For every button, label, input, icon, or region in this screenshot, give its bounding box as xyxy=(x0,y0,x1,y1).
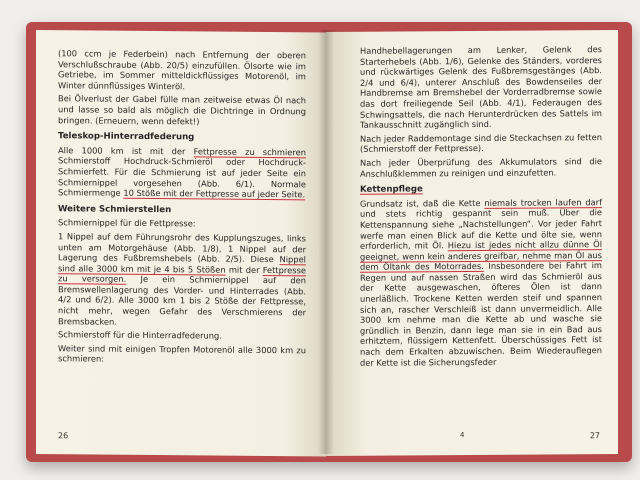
book-gutter xyxy=(318,30,334,454)
paragraph: Nach jeder Überprüfung des Akkumulators sind die Anschlußklemmen zu reinigen und einzufetten. xyxy=(360,156,602,179)
underlined-text: Nippel sind alle 3000 km mit je 4 bis 5 Stößen xyxy=(58,254,306,275)
text-run: Insbesondere bei Fahrt im Regen und auf nassen Straßen wird das Schmieröl aus der Kette ausgewaschen, öfteres Ölen ist dann unerläßlich. Trockene Ketten werden steif und spannen sich an, rascher Verschleiß ist dann unvermeidlich. Alle 3000 km nehme man die Kette ab und wasche sie gründlich in Benzin, dann lege man sie in ein Bad aus erhitztem, flüssigem Kettenfett. Überschüssiges Fett ist nach dem Erkalten abzuwischen. Beim Wiederauflegen der Kette ist die Sicherungsfeder xyxy=(360,260,602,368)
underlined-text: niemals trocken laufen darf xyxy=(484,196,602,208)
text-run: Grundsatz ist, daß die Kette xyxy=(360,197,485,209)
text-run: Schmierstoff Hochdruck-Schmieröl oder Hochdruck-Schmierfett. Für die Schmierung ist auf jeder Seite ein Schmiernippel vorgesehen (Abb. 6/1). Normale Schmiermenge xyxy=(58,155,306,198)
paragraph: Handhebellagerungen am Lenker, Gelenk des Starterhebels (Abb. 1/6), Gelenke des Ständers, vorderes und rückwärtiges Gelenk des Fußbremsgestänges (Abb. 2/4 und 6/4), unterer Anschluß des Bowdenseiles der Handbremse am Bremshebel der Vorderradbremse sowie das dort freiliegende Seil (Abb. 4/1), Federaugen des Schwingsattels, die nach Herunterdrücken des Sattels im Tankausschnitt zugänglich sind. xyxy=(360,44,602,130)
text-run: und stets richtig gespannt sein muß. Über die Kettenspannung siehe „Nachstellungen“. Vor jeder Fahrt werfe man einen Blick auf die Kette und ölte sie, wenn erforderlich, mit Öl. xyxy=(360,207,602,251)
page-number-left: 26 xyxy=(58,431,69,441)
section-heading: Weitere Schmierstellen xyxy=(58,203,172,215)
underlined-text: Fettpresse zu schmieren xyxy=(193,146,306,158)
page-number-right: 27 xyxy=(589,431,600,441)
underlined-text: Hiezu ist jedes nicht allzu dünne Öl geeignet, wenn kein anderes greifbar, nehme man Öl aus dem Öltank des Motorrades. xyxy=(360,239,603,273)
text-run: 1 Nippel auf dem Führungsrohr des Kupplungszuges, links unten am Motorgehäuse (Abb. 1/8), 1 Nippel auf der Lagerung des Fußbremshebels (Abb. 2/5). Diese xyxy=(58,231,306,265)
section-heading: Teleskop-Hinterradfederung xyxy=(58,131,195,143)
paragraph: Schmierstoff für die Hinterradfederung. xyxy=(58,329,222,341)
text-run: mit der xyxy=(225,264,263,275)
paragraph xyxy=(360,197,602,368)
left-page xyxy=(36,30,326,457)
text-run: Je ein Schmiernippel auf den Bremswellenlagerung des Vorder- und Hinterrades (Abb. 4/2 und 6/2). Alle 3000 km 1 bis 2 Stöße der Fettpresse, nicht mehr, wegen Gefahr des Verschmierens der Bremsbacken. xyxy=(58,274,306,327)
right-page xyxy=(326,30,618,456)
underlined-text: Fettpresse zu versorgen. xyxy=(58,264,306,285)
paragraph xyxy=(58,145,306,200)
text-run: Alle 1000 km ist mit der xyxy=(58,144,194,157)
paragraph: Weiter sind mit einigen Tropfen Motorenöl alle 3000 km zu schmieren: xyxy=(58,343,306,365)
paragraph: Nach jeder Raddemontage sind die Steckachsen zu fetten (Schmierstoff der Fettpresse). xyxy=(360,131,602,155)
paragraph: Schmiernippel für die Fettpresse: xyxy=(58,217,196,229)
paragraph: (100 ccm je Federbein) nach Entfernung der oberen Verschlußschraube (Abb. 20/5) einzufüllen. Ölsorte wie im Getriebe, im Sommer mitteldickflüssiges Motorenöl, im Winter dünnflüssiges Winteröl. xyxy=(58,48,306,92)
paragraph: Bei Ölverlust der Gabel fülle man zeitweise etwas Öl nach und lasse so bald als möglich die Dichtringe in Ordnung bringen. (Erneuern, wenn defekt!) xyxy=(58,93,306,126)
paragraph xyxy=(58,231,306,329)
section-heading: Kettenpflege xyxy=(360,184,423,195)
underlined-text: 10 Stöße mit der Fettpresse auf jeder Seite. xyxy=(123,187,306,200)
signature-mark: 4 xyxy=(460,431,465,440)
